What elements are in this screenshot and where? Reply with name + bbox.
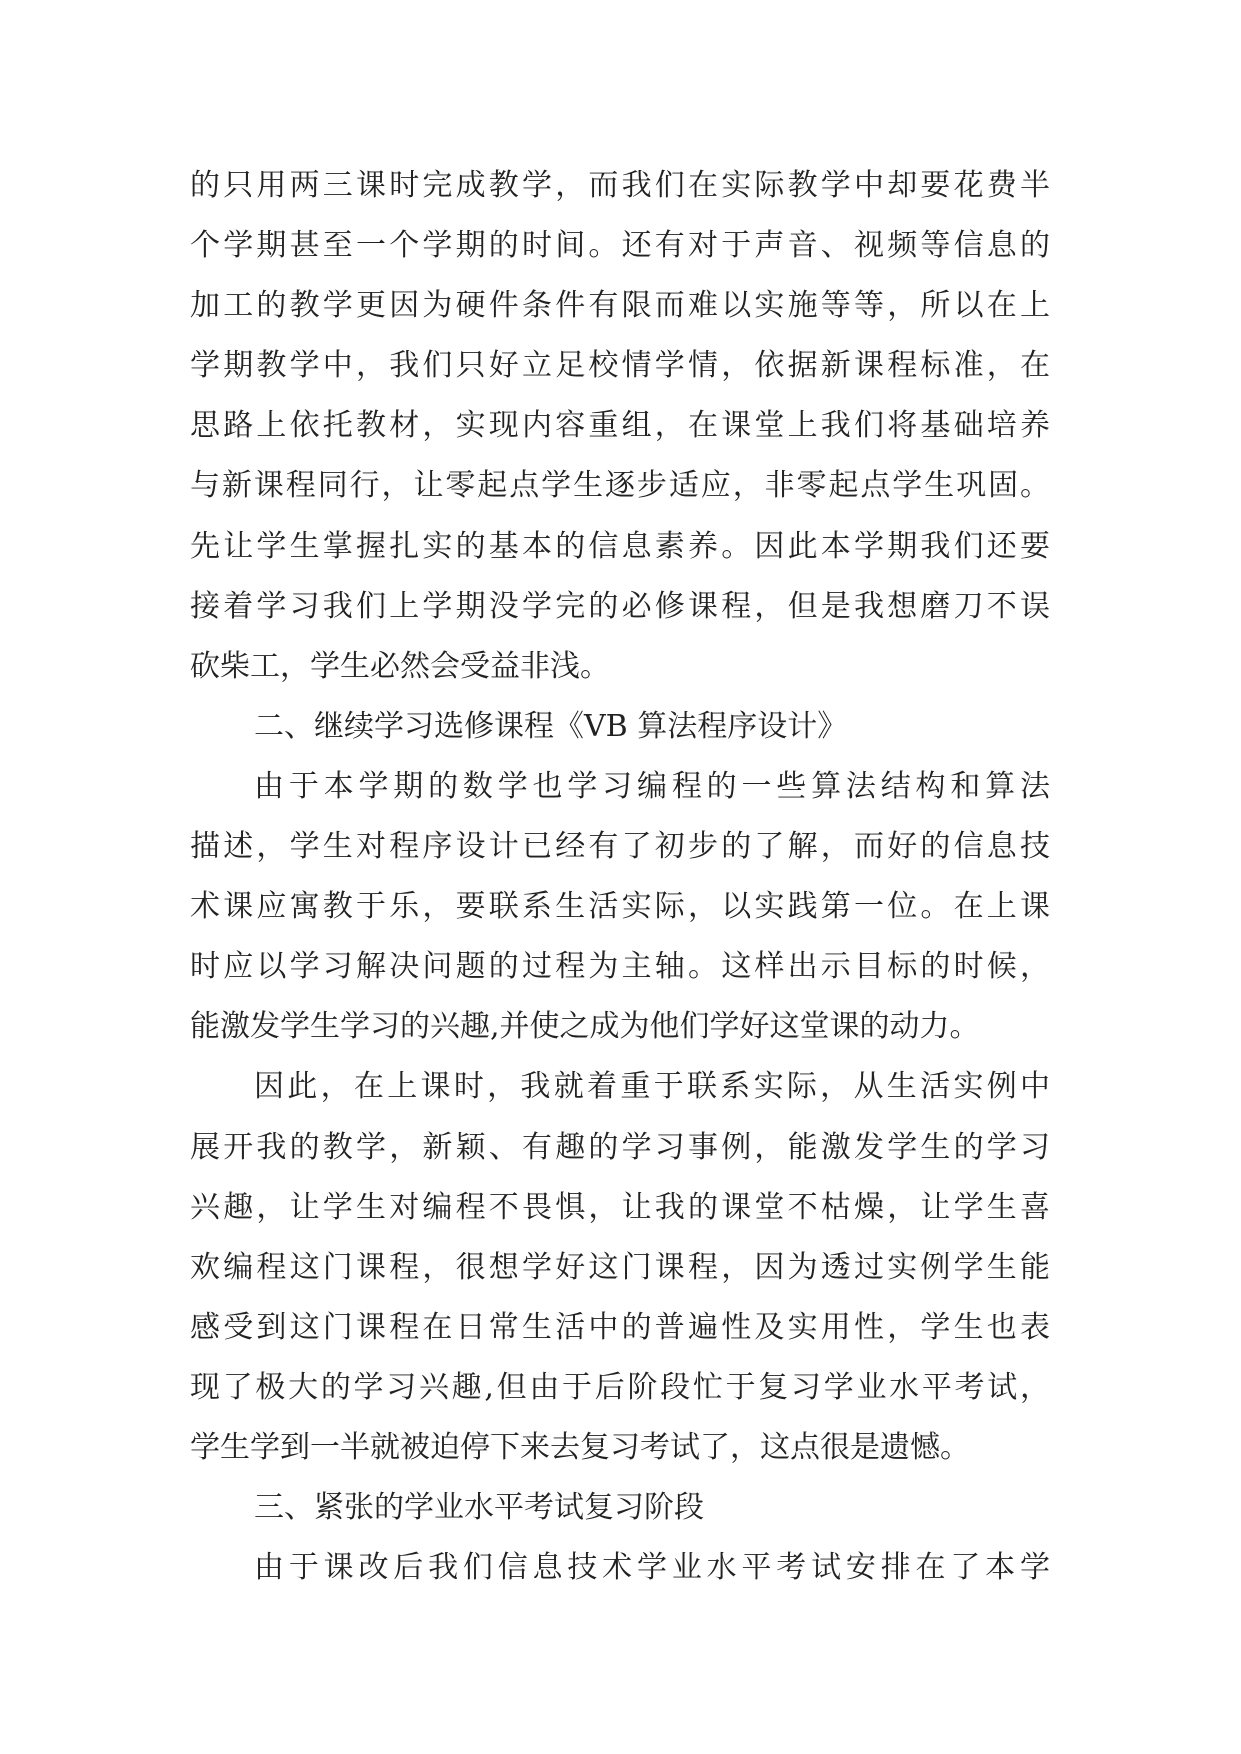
text-line: 个学期甚至一个学期的时间。还有对于声音、视频等信息的 bbox=[190, 228, 1050, 264]
text-line: 因此，在上课时，我就着重于联系实际，从生活实例中 bbox=[254, 1069, 1050, 1105]
text-line: 由于课改后我们信息技术学业水平考试安排在了本学 bbox=[254, 1550, 1050, 1586]
text-line: 术课应寓教于乐，要联系生活实际，以实践第一位。在上课 bbox=[190, 889, 1050, 925]
text-line: 加工的教学更因为硬件条件有限而难以实施等等，所以在上 bbox=[190, 288, 1050, 324]
text-line: 由于本学期的数学也学习编程的一些算法结构和算法 bbox=[254, 768, 1050, 804]
section-heading: 二、继续学习选修课程《VB 算法程序设计》 bbox=[254, 708, 848, 744]
text-line: 与新课程同行，让零起点学生逐步适应，非零起点学生巩固。 bbox=[190, 468, 1050, 504]
text-line: 的只用两三课时完成教学，而我们在实际教学中却要花费半 bbox=[190, 168, 1050, 203]
text-line: 描述，学生对程序设计已经有了初步的了解，而好的信息技 bbox=[190, 829, 1050, 865]
text-line: 思路上依托教材，实现内容重组，在课堂上我们将基础培养 bbox=[190, 408, 1050, 444]
text-line: 砍柴工，学生必然会受益非浅。 bbox=[190, 648, 610, 684]
text-line: 展开我的教学，新颖、有趣的学习事例，能激发学生的学习 bbox=[190, 1129, 1050, 1165]
text-line: 兴趣，让学生对编程不畏惧，让我的课堂不枯燥，让学生喜 bbox=[190, 1189, 1050, 1225]
section-heading: 三、紧张的学业水平考试复习阶段 bbox=[254, 1490, 704, 1526]
document-body bbox=[190, 156, 1050, 1598]
text-line: 时应以学习解决问题的过程为主轴。这样出示目标的时候， bbox=[190, 949, 1050, 985]
text-line: 欢编程这门课程，很想学好这门课程，因为透过实例学生能 bbox=[190, 1249, 1050, 1285]
text-line: 学期教学中，我们只好立足校情学情，依据新课程标准，在 bbox=[190, 348, 1050, 384]
text-line: 能激发学生学习的兴趣,并使之成为他们学好这堂课的动力。 bbox=[190, 1009, 980, 1045]
text-line: 感受到这门课程在日常生活中的普遍性及实用性，学生也表 bbox=[190, 1309, 1050, 1345]
text-line: 先让学生掌握扎实的基本的信息素养。因此本学期我们还要 bbox=[190, 528, 1050, 564]
text-line: 学生学到一半就被迫停下来去复习考试了，这点很是遗憾。 bbox=[190, 1429, 970, 1465]
text-line: 接着学习我们上学期没学完的必修课程，但是我想磨刀不误 bbox=[190, 588, 1050, 624]
text-line: 现了极大的学习兴趣,但由于后阶段忙于复习学业水平考试， bbox=[190, 1369, 1050, 1405]
